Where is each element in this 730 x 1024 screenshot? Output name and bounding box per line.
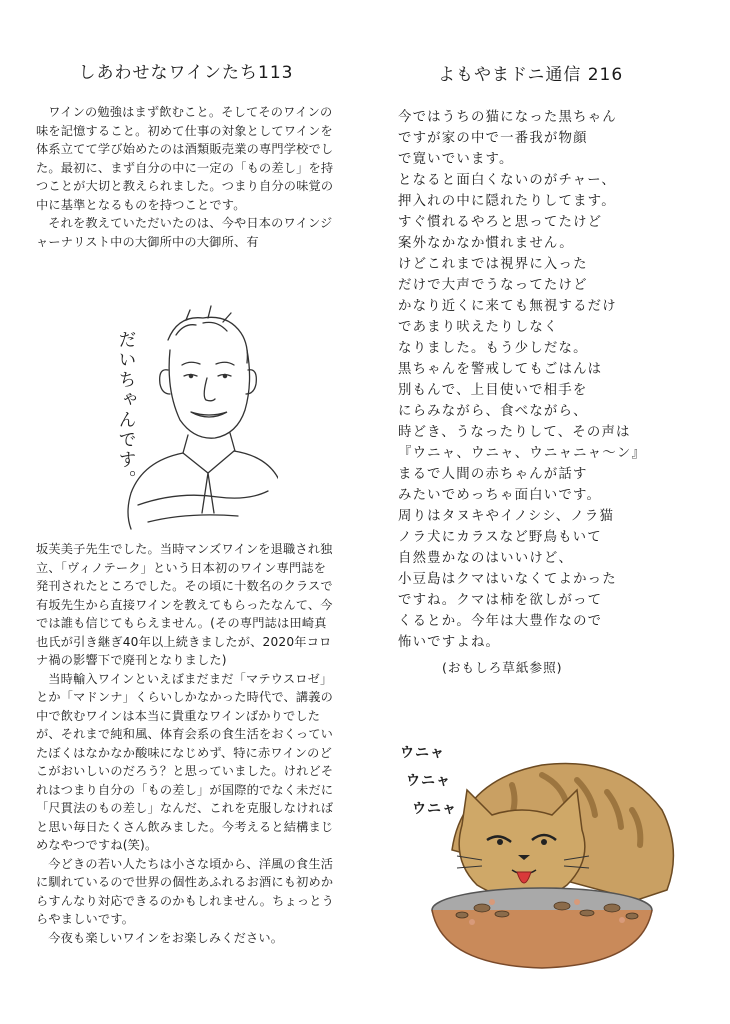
paragraph: それを教えていただいたのは、今や日本のワインジャーナリスト中の大御所中の大御所、有 xyxy=(36,216,333,249)
right-article xyxy=(398,60,708,676)
handwritten-line: 今ではうちの猫になった黒ちゃん xyxy=(398,110,617,125)
cat-sound-3: ウニャ xyxy=(412,801,457,817)
handwritten-line: 小豆島はクマはいなくてよかった xyxy=(398,572,617,587)
handwritten-line: なりました。もう少しだな。 xyxy=(398,341,588,356)
handwritten-line: 『ウニャ、ウニャ、ウニャニャ〜ン』 xyxy=(398,446,647,461)
handwritten-line: ですが家の中で一番我が物顔 xyxy=(398,131,588,146)
left-article-lower-body xyxy=(36,540,336,947)
handwritten-line: けどこれまでは視界に入った xyxy=(398,257,588,272)
left-article-title: しあわせなワインたち113 xyxy=(78,63,294,83)
handwritten-line: だけで大声でうなってたけど xyxy=(398,278,588,293)
handwritten-line: ですね。クマは柿を欲しがって xyxy=(398,593,603,608)
handwritten-line: 案外なかなか慣れません。 xyxy=(398,236,574,251)
handwritten-line: であまり吠えたりしなく xyxy=(398,320,559,335)
paragraph: 今夜も楽しいワインをお楽しみください。 xyxy=(48,930,284,945)
handwritten-line: 別もんで、上目使いで相手を xyxy=(398,383,588,398)
handwritten-line: 自然豊かなのはいいけど、 xyxy=(398,551,574,566)
handwritten-line: みたいでめっちゃ面白いです。 xyxy=(398,488,602,503)
illustration-caption: だいちゃんです。 xyxy=(115,330,137,490)
paragraph: 当時輸入ワインといえばまだまだ「マテウスロゼ」とか「マドンナ」くらいしかなかった時代で、講義の中で飲むワインは本当に貴重なワインばかりでしたが、それまで純和風、体育会系の食生活をおくっていたぼくはなかなか酸味になじめず、特に赤ワインのどこがおいしいのだろう？と思っていました。けれどそれはつまり自分の「もの差し」が国際的でなく未だに「尺貫法のもの差し」なんだ、これを克服しなければと思い毎日たくさん飲みました。今考えると結構まじめなやつですね(笑)。 xyxy=(36,671,334,852)
handwritten-line: 黒ちゃんを警戒してもごはんは xyxy=(398,362,603,377)
handwritten-line: かなり近くに来ても無視するだけ xyxy=(398,299,617,314)
cat-sound-2: ウニャ xyxy=(406,773,451,789)
handwritten-line: で寛いでいます。 xyxy=(398,152,514,167)
handwritten-line: となると面白くないのがチャー、 xyxy=(398,173,616,188)
left-article-upper-body xyxy=(36,103,336,251)
handwritten-line: くるとか。今年は大豊作なので xyxy=(398,614,603,629)
handwritten-line: 怖いですよね。 xyxy=(398,635,501,650)
man-portrait-illustration xyxy=(108,290,278,530)
handwritten-line: 押入れの中に隠れたりしてます。 xyxy=(398,194,616,209)
paragraph: 今どきの若い人たちは小さな頃から、洋風の食生活に馴れているので世界の個性あふれるお酒にも初めからすんなり対応できるのかもしれません。ちょっとうらやましいです。 xyxy=(36,856,335,926)
paragraph: 坂芙美子先生でした。当時マンズワインを退職され独立、「ヴィノテーク」という日本初のワイン専門誌を発刊されたところでした。その頃に十数名のクラスで有坂先生から直接ワインを教えてもらったなんて、今では誰も信じてもらえません。(その専門誌は田崎真也氏が引き継ぎ40年以上続きましたが、2020年コロナ禍の影響下で廃刊となりました) xyxy=(36,542,333,667)
paragraph: ワインの勉強はまず飲むこと。そしてそのワインの味を記憶すること。初めて仕事の対象としてワインを体系立てて学び始めたのは酒類販売業の専門学校でした。最初に、まず自分の中に一定の「もの差し」を持つことが大切と教えられました。つまり自分の味覚の中に基準となるものを持つことです。 xyxy=(36,105,334,212)
handwritten-line: ノラ犬にカラスなど野鳥もいて xyxy=(398,530,602,545)
handwritten-line: すぐ慣れるやろと思ってたけど xyxy=(398,215,603,230)
handwritten-line: 時どき、うなったりして、その声は xyxy=(398,425,631,440)
handwritten-line: にらみながら、食べながら、 xyxy=(398,404,588,419)
left-article xyxy=(36,58,336,251)
right-article-title: よもやまドニ通信 216 xyxy=(438,65,624,85)
right-article-body xyxy=(398,107,708,653)
handwritten-line: 周りはタヌキやイノシシ、ノラ猫 xyxy=(398,509,615,524)
handwritten-line: まるで人間の赤ちゃんが話す xyxy=(398,467,588,482)
cat-eating-illustration xyxy=(392,730,692,970)
right-article-caption: (おもしろ草紙参照) xyxy=(442,660,563,675)
cat-sound-1: ウニャ xyxy=(400,745,445,761)
